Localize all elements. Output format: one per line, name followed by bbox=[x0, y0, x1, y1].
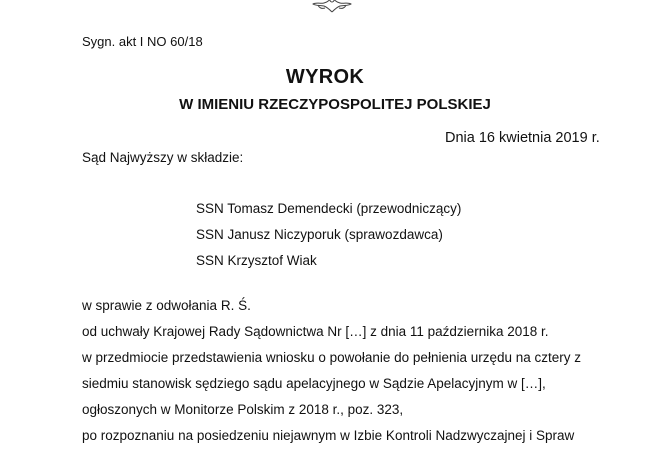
body-line: ogłoszonych w Monitorze Polskim z 2018 r., poz. 323, bbox=[82, 402, 404, 417]
polish-eagle-emblem-icon bbox=[310, 0, 354, 14]
body-line: siedmiu stanowisk sędziego sądu apelacyjnego w Sądzie Apelacyjnym w […], bbox=[82, 376, 546, 391]
document-title: WYROK bbox=[285, 66, 365, 88]
body-line: po rozpoznaniu na posiedzeniu niejawnym w Izbie Kontroli Nadzwyczajnej i Spraw bbox=[82, 428, 575, 443]
body-line: w przedmiocie przedstawienia wniosku o powołanie do pełnienia urzędu na cztery z bbox=[82, 350, 582, 365]
judge-presiding: SSN Tomasz Demendecki (przewodniczący) bbox=[196, 201, 462, 216]
court-composition-intro: Sąd Najwyższy w składzie: bbox=[82, 150, 244, 165]
body-line: od uchwały Krajowej Rady Sądownictwa Nr […] z dnia 11 października 2018 r. bbox=[82, 324, 549, 339]
document-subtitle: W IMIENIU RZECZYPOSPOLITEJ POLSKIEJ bbox=[179, 96, 491, 113]
judge-rapporteur: SSN Janusz Niczyporuk (sprawozdawca) bbox=[196, 227, 443, 242]
judge-member: SSN Krzysztof Wiak bbox=[196, 253, 317, 268]
body-line: w sprawie z odwołania R. Ś. bbox=[82, 298, 251, 313]
case-signature: Sygn. akt I NO 60/18 bbox=[82, 34, 203, 49]
judges-list bbox=[196, 196, 461, 274]
judgment-date: Dnia 16 kwietnia 2019 r. bbox=[445, 130, 600, 146]
judgment-body bbox=[82, 293, 581, 449]
